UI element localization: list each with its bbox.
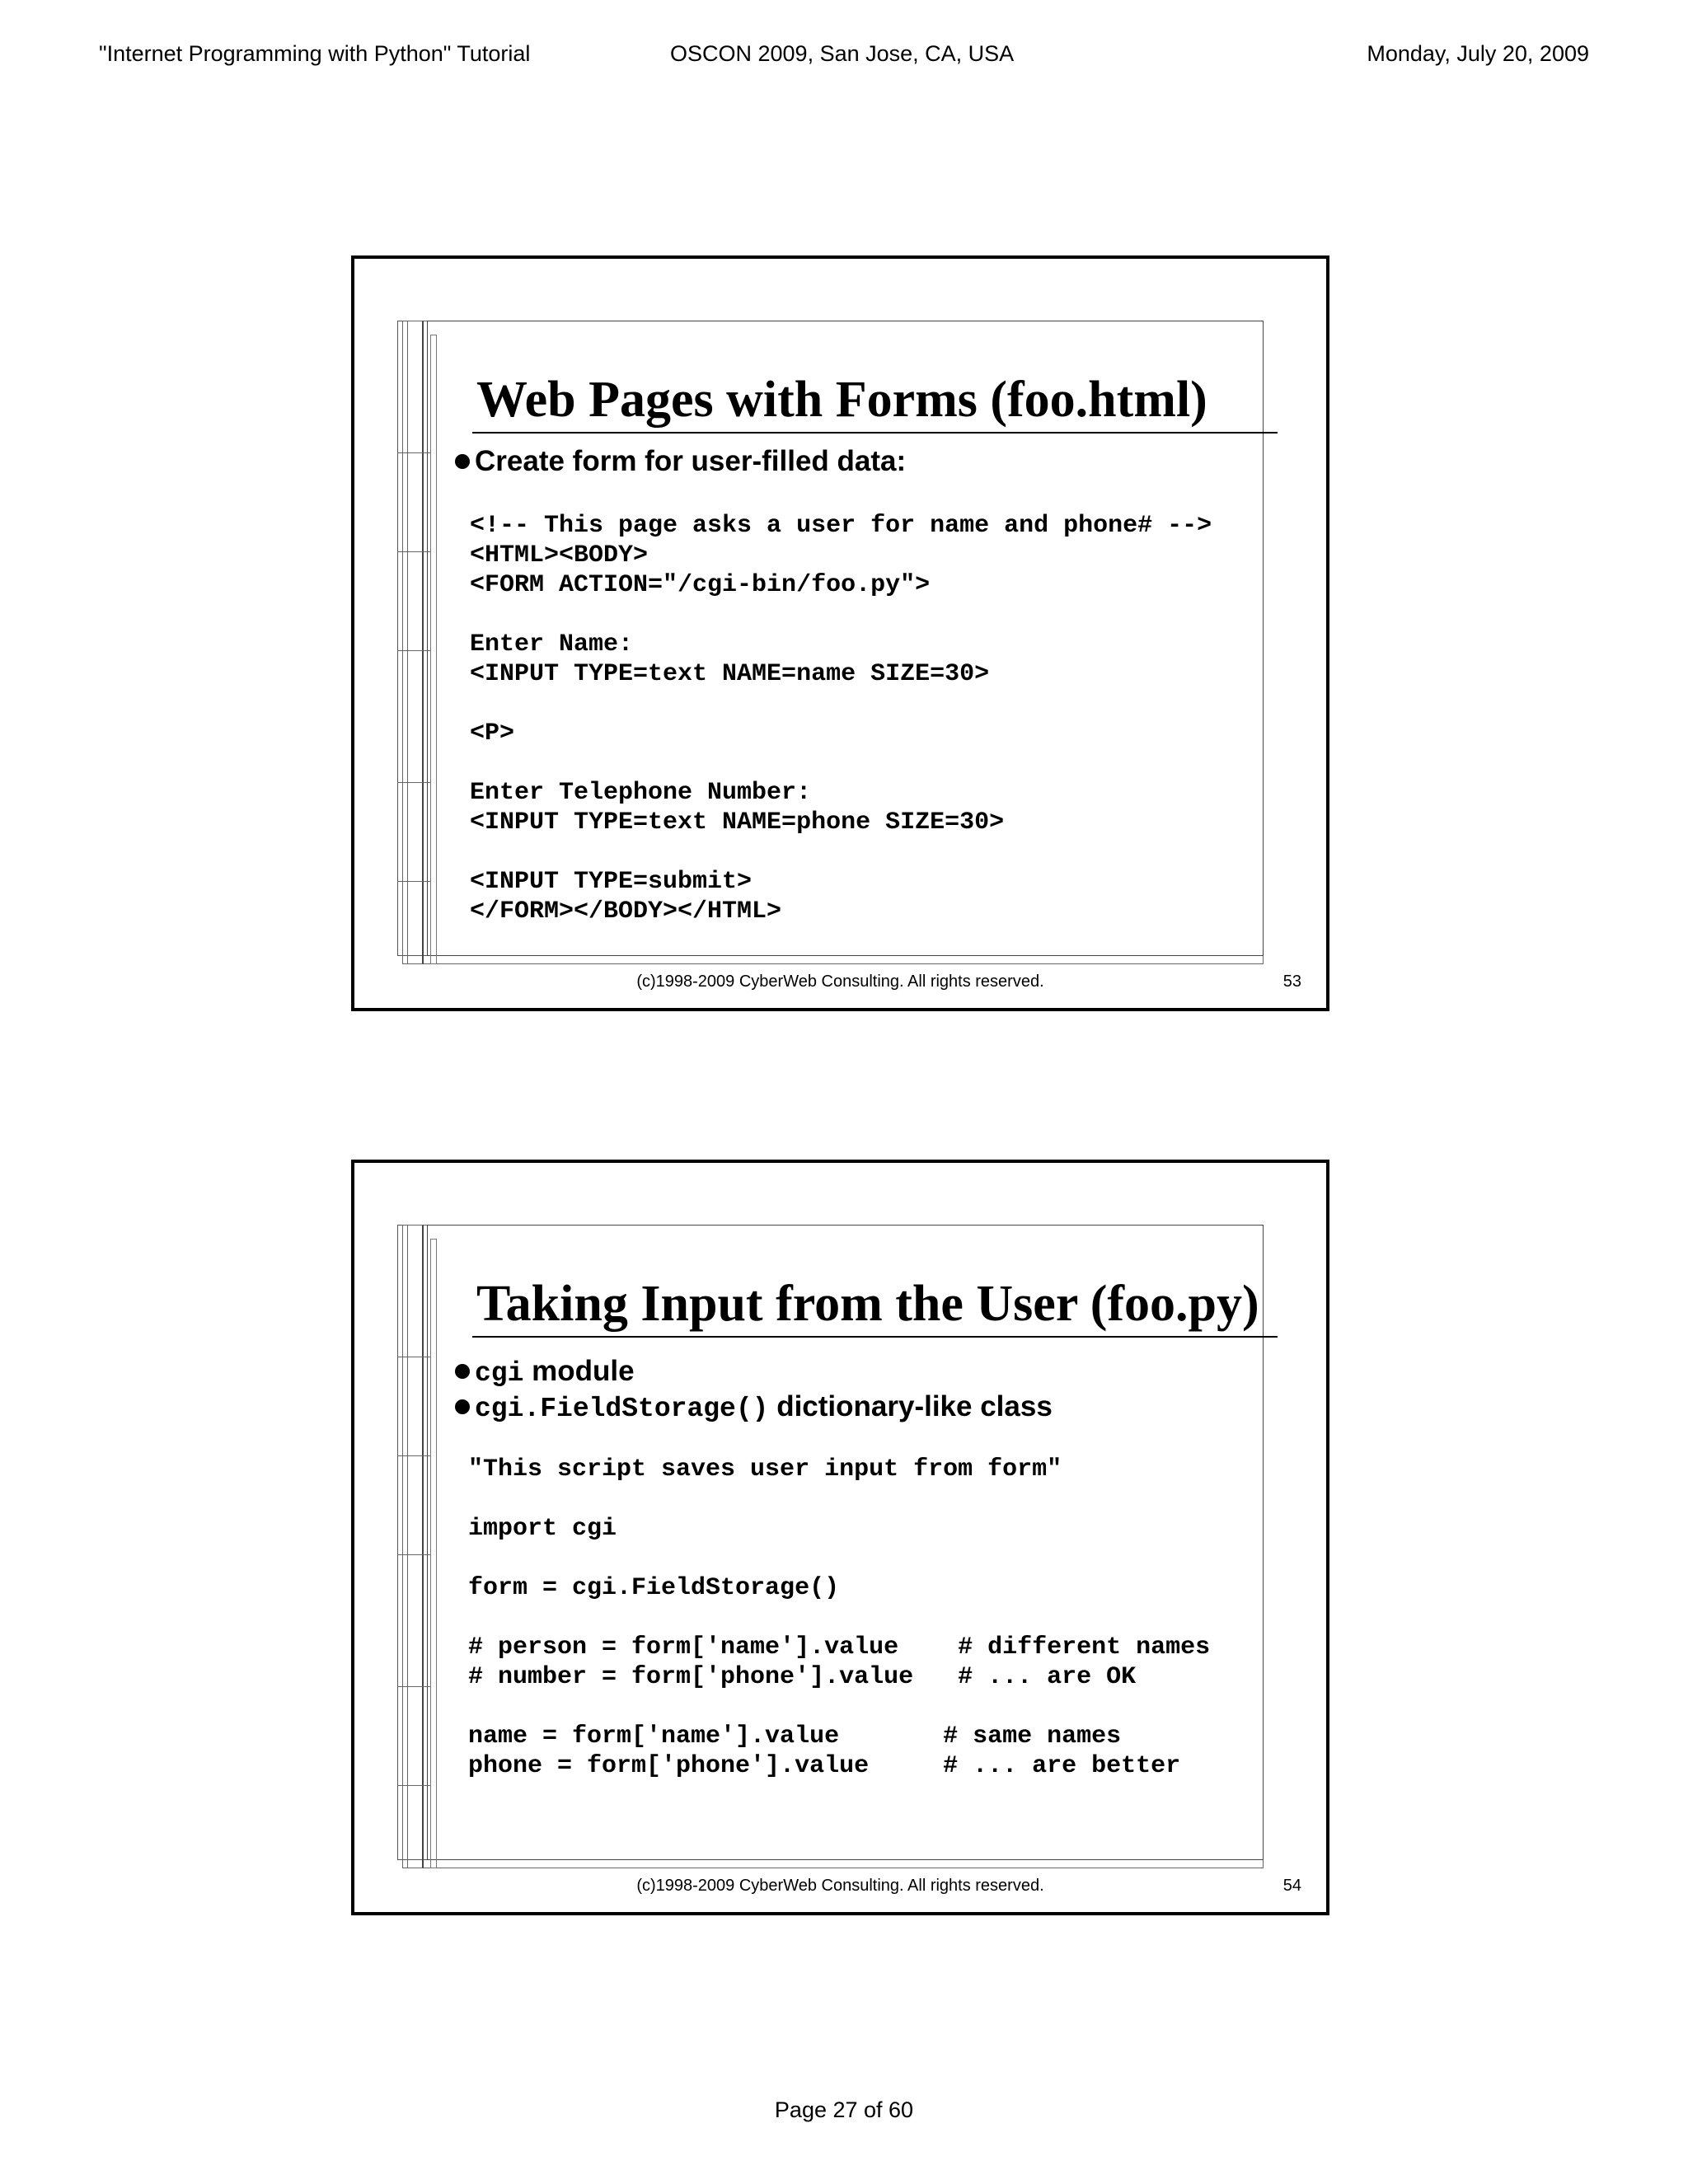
slide-frame-decoration [407,1225,424,1868]
frame-tick [397,881,430,882]
frame-tick [397,1554,430,1555]
bullet-item [455,1390,1053,1427]
bullet-item [455,1354,635,1391]
slide-number: 53 [1282,972,1301,991]
frame-tick [397,1785,430,1786]
header-conference: OSCON 2009, San Jose, CA, USA [670,41,1015,66]
code-block: "This script saves user input from form" import cgi form = cgi.FieldStorage() # person = form['name'].value # different names # number = form['phone'].value # ... are OK name = form['name'].value # same names phone = form['phone'].value # ... are better [468,1455,1211,1780]
slide-frame-decoration [430,1239,437,1868]
slide-number: 54 [1282,1877,1301,1895]
frame-tick [397,650,430,651]
slide-54 [351,1160,1329,1915]
bullet-text: dictionary-like class [768,1390,1053,1422]
frame-tick [397,551,430,552]
page-number: Page 27 of 60 [774,2097,914,2122]
bullet-text: module [523,1355,635,1387]
slide-copyright: (c)1998-2009 CyberWeb Consulting. All rights reserved. [636,1877,1044,1895]
title-underline [472,1336,1278,1338]
bullet-icon [455,454,470,469]
header-date: Monday, July 20, 2009 [1367,41,1589,66]
bullet-icon [455,1399,470,1414]
frame-tick [397,1455,430,1456]
slide-53 [351,255,1329,1011]
slide-copyright: (c)1998-2009 CyberWeb Consulting. All rights reserved. [636,972,1044,991]
slide-title: Web Pages with Forms (foo.html) [476,372,1207,428]
bullet-item [455,444,906,481]
frame-tick [397,1686,430,1687]
header-tutorial-title: "Internet Programming with Python" Tutorial [99,41,531,66]
slide-title: Taking Input from the User (foo.py) [476,1276,1259,1332]
slide-frame-decoration [407,321,424,964]
title-underline [472,432,1278,434]
bullet-icon [455,1364,470,1379]
bullet-code: cgi [475,1358,524,1389]
bullet-text: Create form for user-filled data: [475,445,907,477]
frame-tick [397,452,430,453]
slide-frame-decoration [430,335,437,964]
bullet-code: cgi.FieldStorage() [475,1394,769,1424]
code-block: <!-- This page asks a user for name and phone# --> <HTML><BODY> <FORM ACTION="/cgi-bin/foo.py"> Enter Name: <INPUT TYPE=text NAME=name SIZE=30> <P> Enter Telephone Number: <INPUT TYPE=text NAME=phone SIZE=30> <INPUT TYPE=submit> </FORM></BODY></HTML> [470,512,1212,926]
frame-tick [397,782,430,783]
